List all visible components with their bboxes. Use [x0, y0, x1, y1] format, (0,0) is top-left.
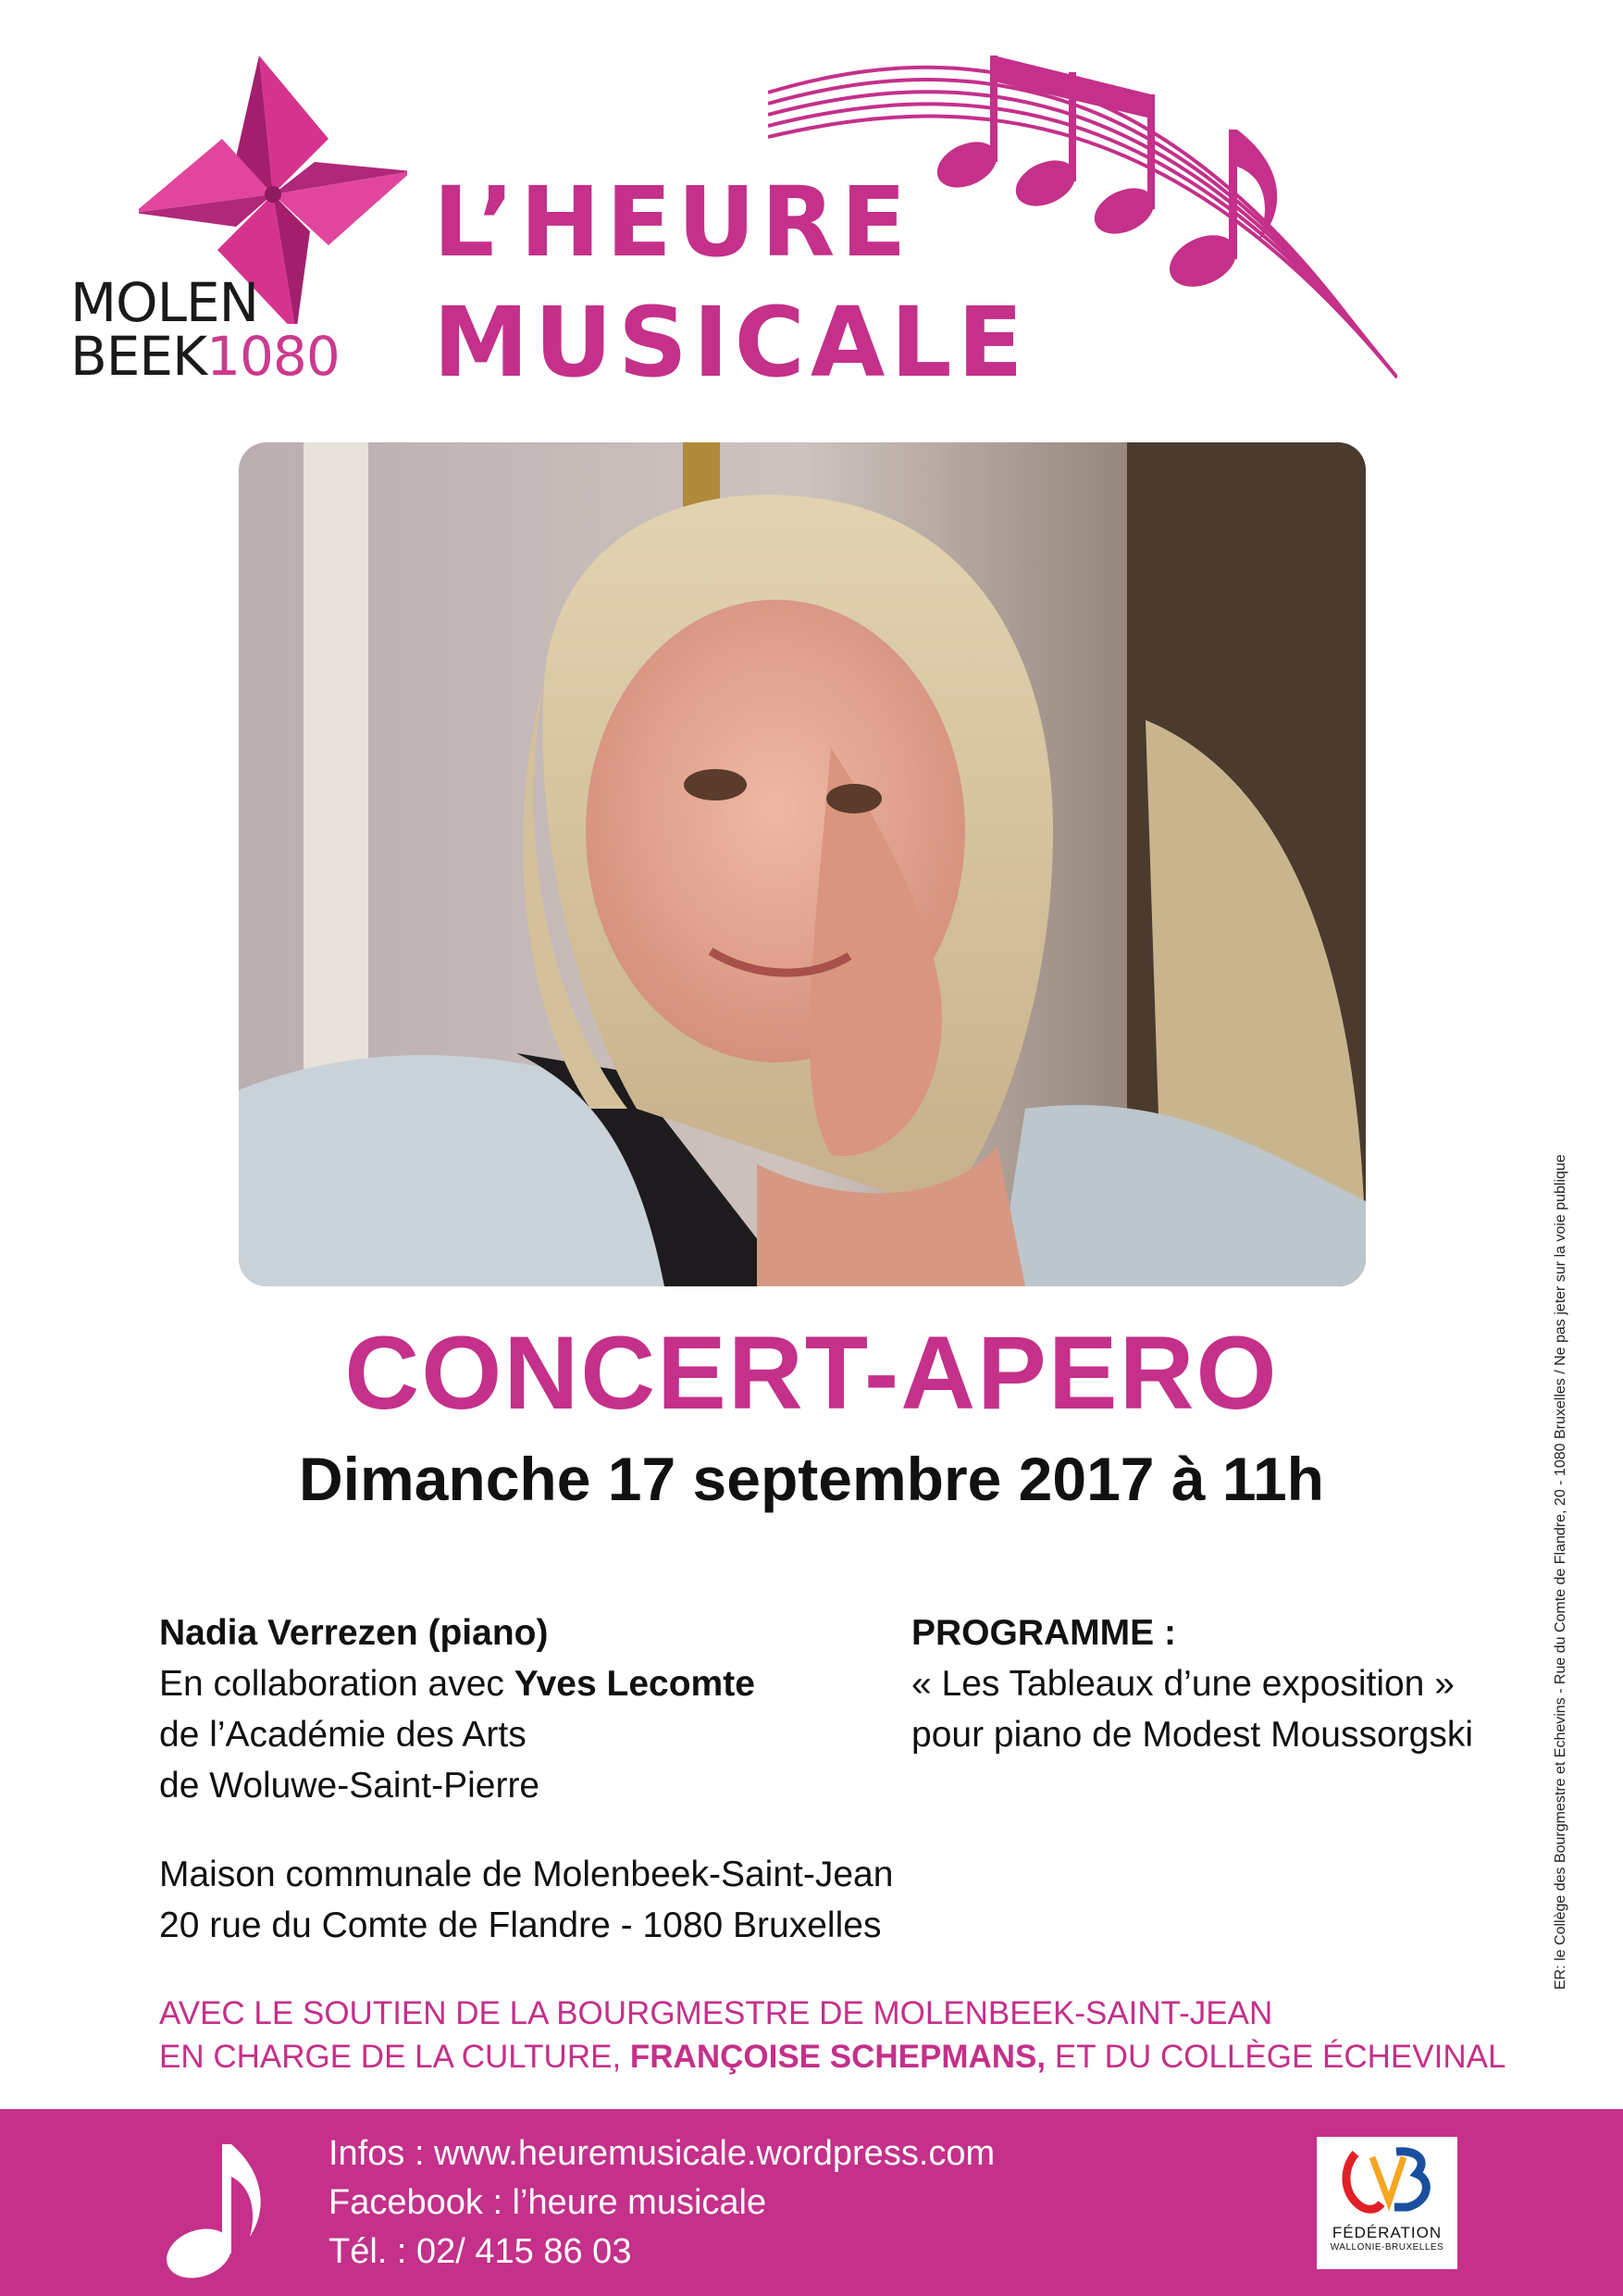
mayor-name: FRANÇOISE SCHEPMANS, — [629, 2039, 1047, 2075]
footer-bar — [0, 2109, 1623, 2296]
support-line2 — [159, 2035, 1566, 2079]
collaboration-prefix: En collaboration avec — [159, 1664, 514, 1704]
support-line2-suffix: ET DU COLLÈGE ÉCHEVINAL — [1046, 2039, 1506, 2075]
phone-number[interactable]: Tél. : 02/ 415 86 03 — [328, 2232, 632, 2271]
programme-block — [911, 1607, 1541, 1760]
performer-photo — [239, 442, 1366, 1286]
contact-info — [328, 2129, 995, 2277]
programme-composer: pour piano de Modest Moussorgski — [911, 1715, 1473, 1755]
venue-name: Maison communale de Molenbeek-Saint-Jean — [159, 1855, 894, 1894]
title-line2: MUSICALE — [433, 286, 1029, 399]
performer-name: Nadia Verrezen (piano) — [159, 1613, 549, 1653]
collaboration-line — [159, 1658, 899, 1709]
venue-block — [159, 1849, 1084, 1951]
legal-notice: ER: le Collège des Bourgmestre et Echevins - Rue du Comte de Flandre, 20 - 1080 Bruxelles / Ne pas jeter sur la voie publique — [1553, 1154, 1568, 1990]
logo-text-line1: MOLEN — [70, 271, 259, 334]
support-line2-prefix: EN CHARGE DE LA CULTURE, — [159, 2039, 630, 2075]
logo-text-beek: BEEK — [70, 325, 207, 388]
fwb-text-line2: WALLONIE-BRUXELLES — [1330, 2242, 1444, 2253]
logo-text-line2 — [70, 325, 340, 388]
infos-link[interactable]: Infos : www.heuremusicale.wordpress.com — [328, 2134, 996, 2173]
molenbeek-logo — [65, 56, 398, 389]
event-title — [433, 162, 1029, 403]
portrait-image — [239, 442, 1366, 1286]
programme-work: « Les Tableaux d’une exposition » — [911, 1664, 1455, 1704]
performer-block — [159, 1607, 899, 1811]
fwb-text-line1: FÉDÉRATION — [1332, 2224, 1443, 2241]
programme-heading: PROGRAMME : — [911, 1613, 1176, 1653]
support-notice — [159, 1992, 1566, 2079]
federation-wallonie-bruxelles-logo — [1317, 2137, 1457, 2269]
headline: CONCERT-APERO — [344, 1315, 1279, 1431]
academy-location: de Woluwe-Saint-Pierre — [159, 1766, 540, 1806]
collaborator-name: Yves Lecomte — [514, 1664, 755, 1704]
fwb-emblem-icon — [1339, 2144, 1435, 2216]
facebook-link[interactable]: Facebook : l’heure musicale — [328, 2183, 767, 2222]
venue-address: 20 rue du Comte de Flandre - 1080 Bruxelles — [159, 1905, 882, 1945]
event-date: Dimanche 17 septembre 2017 à 11h — [299, 1445, 1324, 1513]
music-note-icon — [157, 2135, 268, 2283]
title-line1: L’HEURE — [433, 166, 912, 279]
logo-text-1080: 1080 — [206, 325, 340, 388]
support-line1: AVEC LE SOUTIEN DE LA BOURGMESTRE DE MOLENBEEK-SAINT-JEAN — [159, 1995, 1273, 2031]
academy-line: de l’Académie des Arts — [159, 1715, 527, 1755]
